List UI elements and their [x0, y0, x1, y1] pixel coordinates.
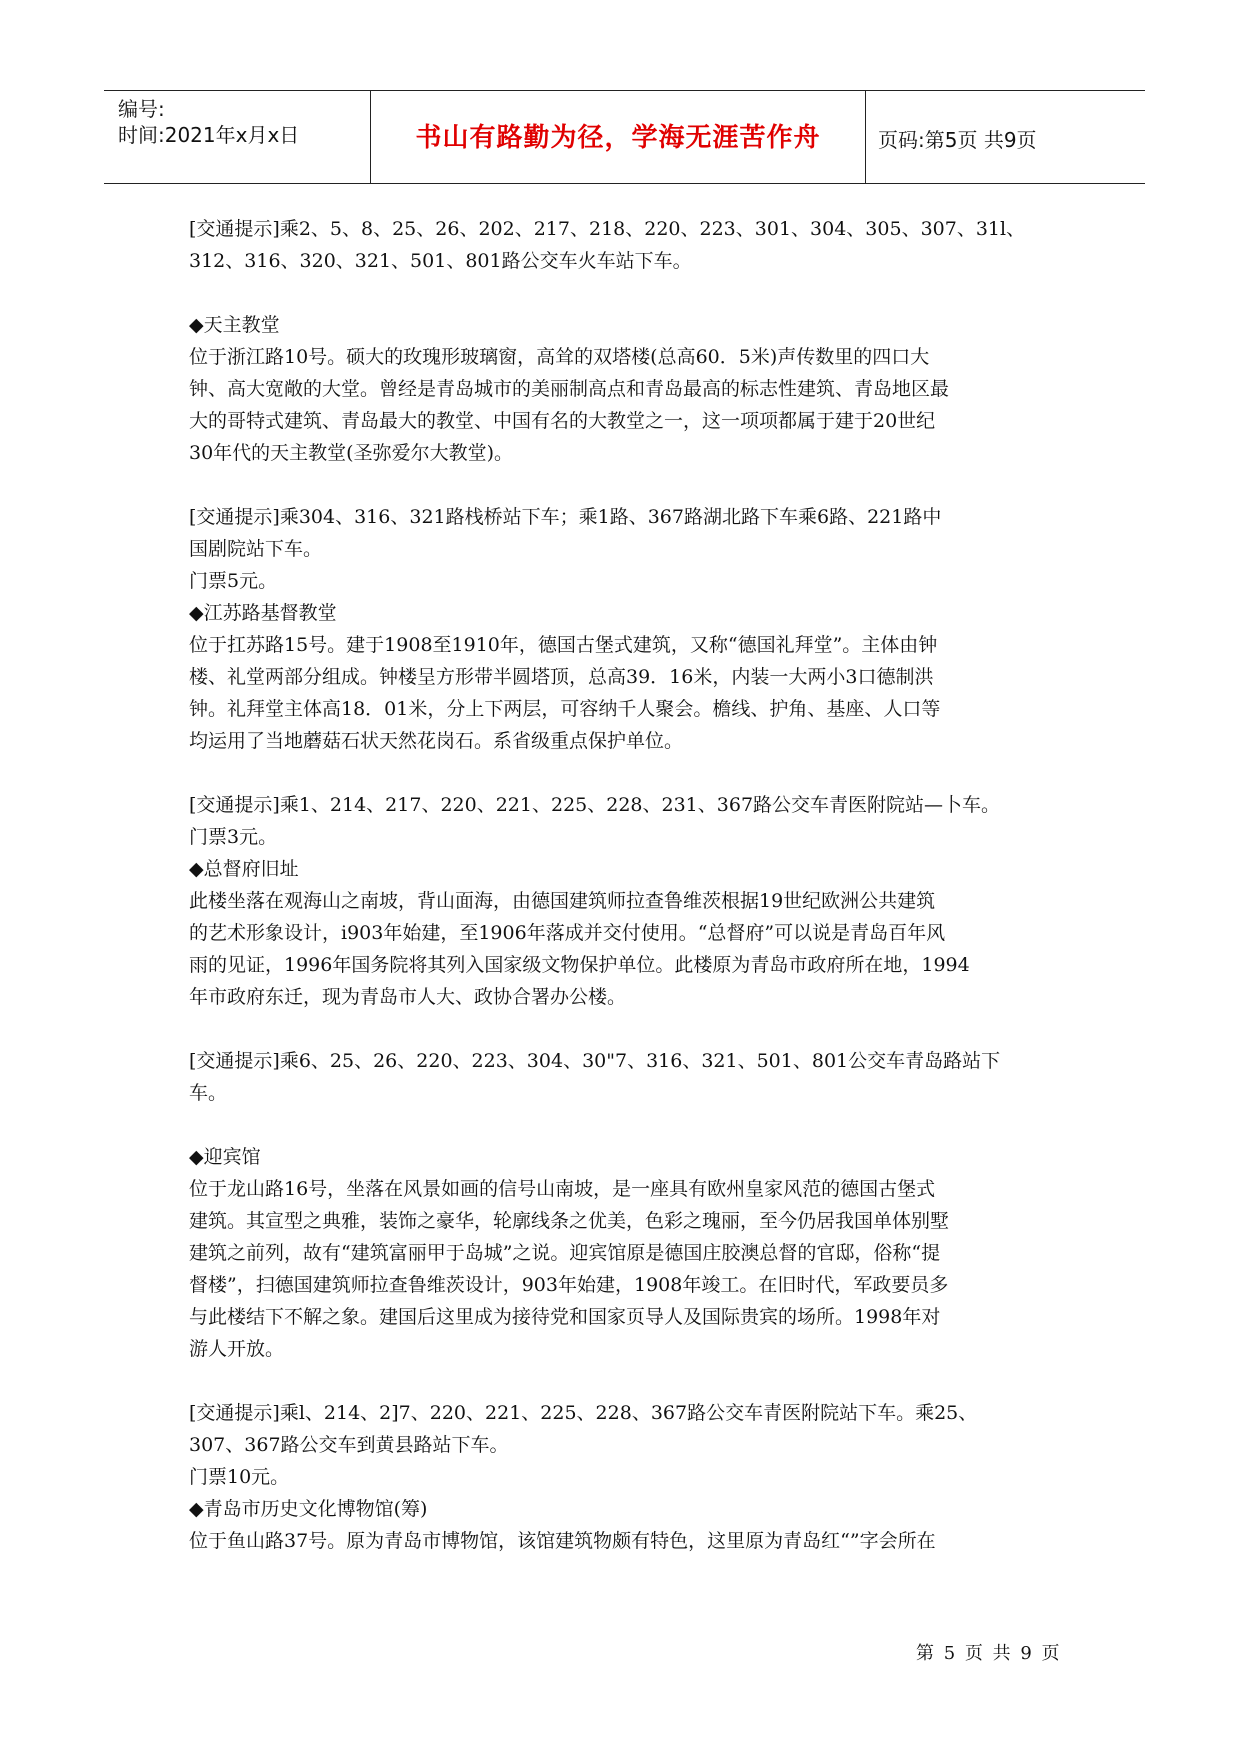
- header-page-cell: [866, 91, 1145, 183]
- text-line: ◆天主教堂: [189, 314, 280, 336]
- text-line: 位于扛苏路15号。建于1908至1910年，德国古堡式建筑，又称“德国礼拜堂”。主体由钟: [189, 634, 938, 656]
- text-line: 与此楼结下不解之象。建国后这里成为接待党和国家页导人及国际贵宾的场所。1998年对: [189, 1306, 941, 1328]
- text-line: 位于龙山路16号，坐落在风景如画的信号山南坡，是一座具有欧州皇家风范的德国古堡式: [189, 1178, 936, 1200]
- blank-line: [189, 469, 1069, 501]
- text-line: 建筑之前列，故有“建筑富丽甲于岛城”之说。迎宾馆原是德国庄胶澳总督的官邸，俗称“提: [189, 1242, 941, 1264]
- text-line: 雨的见证，1996年国务院将其列入国家级文物保护单位。此楼原为青岛市政府所在地，1994: [189, 954, 970, 976]
- document-number-label: 编号:: [118, 97, 165, 121]
- text-line: 督楼”，扫德国建筑师拉查鲁维茨设计，903年始建，1908年竣工。在旧时代，军政要员多: [189, 1274, 949, 1296]
- text-line: 307、367路公交车到黄县路站下车。: [189, 1434, 509, 1456]
- text-line: 均运用了当地蘑菇石状天然花岗石。系省级重点保护单位。: [189, 730, 684, 752]
- text-line: 游人开放。: [189, 1338, 285, 1360]
- text-line: 门票10元。: [189, 1466, 290, 1488]
- blank-line: [189, 1109, 1069, 1141]
- text-line: ◆迎宾馆: [189, 1146, 261, 1168]
- text-line: ◆青岛市历史文化博物馆(筹): [189, 1498, 428, 1520]
- header-page-code: 页码:第5页 共9页: [878, 128, 1037, 152]
- header-motto-cell: [370, 91, 866, 183]
- text-line: ◆江苏路基督教堂: [189, 602, 337, 624]
- blank-line: [189, 757, 1069, 789]
- text-line: 门票3元。: [189, 826, 278, 848]
- text-line: 钟、高大宽敞的大堂。曾经是青岛城市的美丽制高点和青岛最高的标志性建筑、青岛地区最: [189, 378, 950, 400]
- text-line: 312、316、320、321、501、801路公交车火车站下车。: [189, 250, 692, 272]
- text-line: 位于浙江路10号。硕大的玫瑰形玻璃窗，高耸的双塔楼(总高60．5米)声传数里的四口大: [189, 346, 930, 368]
- blank-line: [189, 277, 1069, 309]
- text-line: 车。: [189, 1082, 228, 1104]
- blank-line: [189, 1013, 1069, 1045]
- text-line: 30年代的天主教堂(圣弥爱尔大教堂)。: [189, 442, 514, 464]
- text-line: [交通提示]乘304、316、321路栈桥站下车；乘1路、367路湖北路下车乘6路、221路中: [189, 506, 942, 528]
- text-line: 楼、礼堂两部分组成。钟楼呈方形带半圆塔顶，总高39．16米，内装一大两小3口德制洪: [189, 666, 934, 688]
- text-line: 的艺术形象设计，i903年始建，至1906年落成并交付使用。“总督府”可以说是青岛百年风: [189, 922, 946, 944]
- document-body: [189, 213, 1069, 1557]
- text-line: [交通提示]乘l、214、2]7、220、221、225、228、367路公交车青医附院站下车。乘25、: [189, 1402, 978, 1424]
- text-line: [交通提示]乘2、5、8、25、26、202、217、218、220、223、301、304、305、307、31l、: [189, 218, 1026, 240]
- text-line: 位于鱼山路37号。原为青岛市博物馆，该馆建筑物颇有特色，这里原为青岛红“”字会所在: [189, 1530, 936, 1552]
- text-line: [交通提示]乘6、25、26、220、223、304、30"7、316、321、501、801公交车青岛路站下: [189, 1050, 1001, 1072]
- document-time-label: 时间:2021年x月x日: [118, 123, 300, 147]
- text-line: 门票5元。: [189, 570, 278, 592]
- text-line: 大的哥特式建筑、青岛最大的教堂、中国有名的大教堂之一，这一项项都属于建于20世纪: [189, 410, 936, 432]
- text-line: [交通提示]乘1、214、217、220、221、225、228、231、367路公交车青医附院站—卜车。: [189, 794, 1001, 816]
- blank-line: [189, 1365, 1069, 1397]
- text-line: 钟。礼拜堂主体高18．01米，分上下两层，可容纳千人聚会。檐线、护角、基座、人口等: [189, 698, 941, 720]
- page-header: [104, 90, 1145, 184]
- text-line: 年市政府东迁，现为青岛市人大、政协合署办公楼。: [189, 986, 627, 1008]
- text-line: 此楼坐落在观海山之南坡，背山面海，由德国建筑师拉查鲁维茨根据19世纪欧洲公共建筑: [189, 890, 936, 912]
- text-line: 国剧院站下车。: [189, 538, 323, 560]
- header-motto: 书山有路勤为径，学海无涯苦作舟: [415, 123, 821, 153]
- page-footer: 第 5 页 共 9 页: [916, 1643, 1062, 1664]
- text-line: 建筑。其宣型之典雅，装饰之豪华，轮廓线条之优美，色彩之瑰丽，至今仍居我国单体别墅: [189, 1210, 950, 1232]
- text-line: ◆总督府旧址: [189, 858, 299, 880]
